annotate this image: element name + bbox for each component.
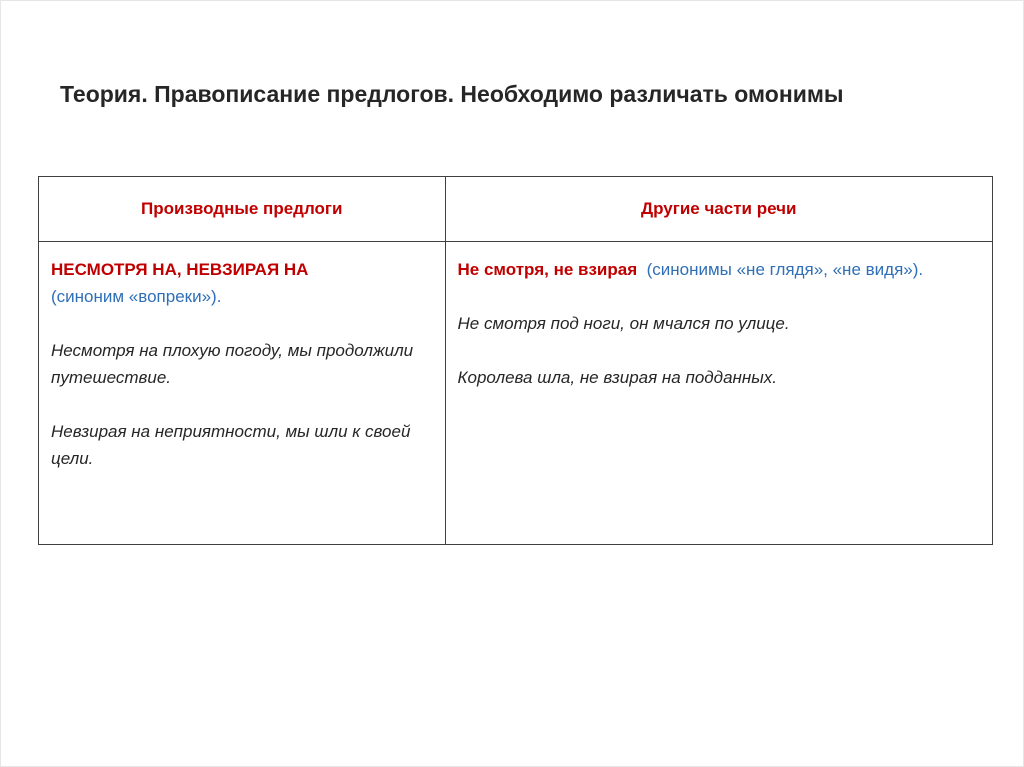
header-derived-prepositions: Производные предлоги xyxy=(39,177,446,242)
table-header-row xyxy=(39,177,993,242)
prepositions-definition xyxy=(51,256,431,310)
example-sentence: Королева шла, не взирая на подданных. xyxy=(457,368,777,387)
words-term: Не смотря, не взирая xyxy=(457,260,638,279)
words-definition xyxy=(458,256,979,283)
prepositions-term: НЕСМОТРЯ НА, НЕВЗИРАЯ НА xyxy=(51,260,309,279)
slide-title: Теория. Правописание предлогов. Необходимо различать омонимы xyxy=(60,81,844,107)
example-sentence: Невзирая на неприятности, мы шли к своей цели. xyxy=(51,422,411,468)
words-synonyms: (синонимы «не глядя», «не видя»). xyxy=(646,260,924,279)
table-body-row xyxy=(39,242,993,545)
cell-derived-prepositions xyxy=(39,242,446,545)
comparison-table xyxy=(38,176,993,545)
example-sentence: Несмотря на плохую погоду, мы продолжили путешествие. xyxy=(51,341,414,387)
example-sentence: Не смотря под ноги, он мчался по улице. xyxy=(457,314,790,333)
cell-other-parts-of-speech xyxy=(445,242,993,545)
prepositions-synonym: (синоним «вопреки»). xyxy=(51,287,222,306)
header-other-parts-of-speech: Другие части речи xyxy=(445,177,993,242)
